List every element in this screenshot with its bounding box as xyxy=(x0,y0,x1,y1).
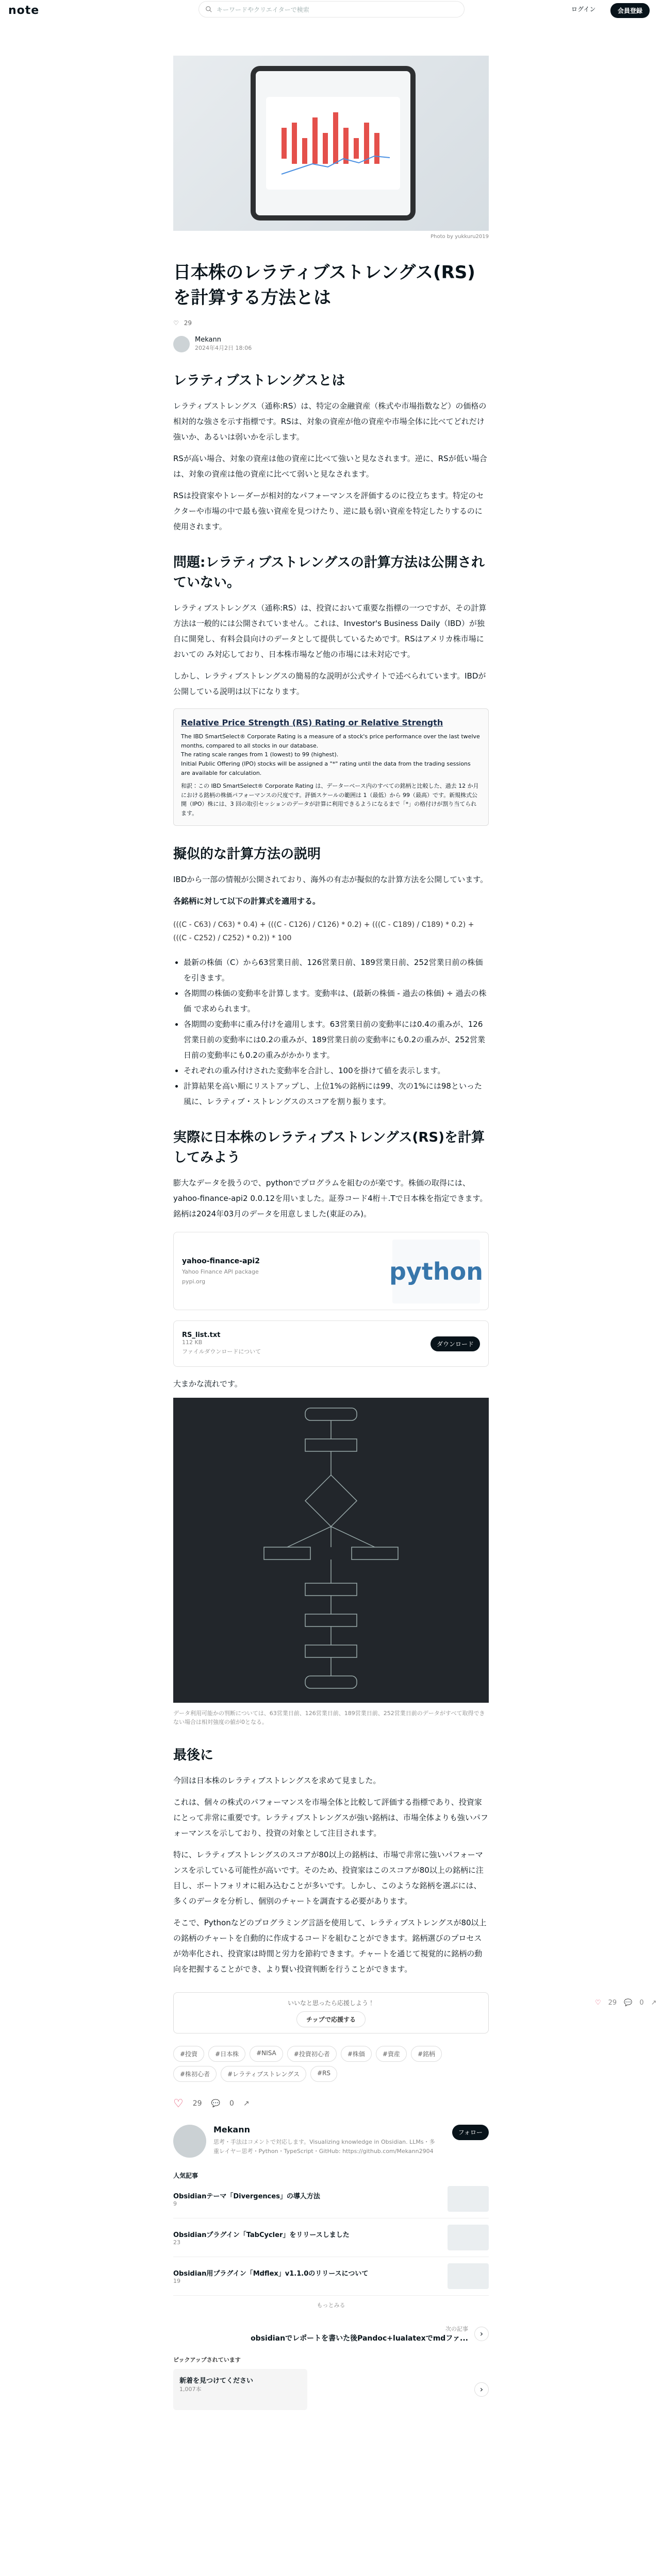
list-item[interactable] xyxy=(173,2257,489,2296)
tag[interactable]: #NISA xyxy=(250,2046,283,2062)
avatar[interactable] xyxy=(173,336,190,352)
support-box xyxy=(173,1992,489,2033)
paragraph: 特に、レラティブストレングスのスコアが80以上の銘柄は、市場で非常に強いパフォーマンスを示している可能性が高いです。そのため、投資家はこのスコアが80以上の銘柄に注目し、ポートフォリオに組み込むことが多いです。しかし、このような銘柄を選ぶには、多くのデータを分析し、個別のチャートを調査する必要があります。 xyxy=(173,1850,484,1906)
calc-steps xyxy=(184,955,489,1109)
like-count: 29 xyxy=(184,319,192,327)
popular-item-likes: 9 xyxy=(173,2200,177,2207)
hero-credit: Photo by yukkuru2019 xyxy=(431,234,489,240)
paragraph: レラティブストレングス（通称:RS）は、投資において重要な指標の一つですが、その計算方法は一般的には公開されていません。これは、Investor's Business Daily（IBD）が独自に開発し、有料会員向けのデータとして提供しているためです。RSはアメリカ株市場においての み対応しており、日本株市場など他の市場には未対応です。 xyxy=(173,603,487,659)
author-profile xyxy=(173,2125,489,2158)
pickup-card-title: 新着を見つけてください xyxy=(179,2377,254,2385)
paragraph: 今回は日本株のレラティブストレングスを求めて見ました。 xyxy=(173,1775,381,1785)
avatar[interactable] xyxy=(173,2125,206,2158)
profile-name[interactable]: Mekann xyxy=(213,2124,250,2134)
thumbnail xyxy=(448,2186,489,2212)
article-title: 日本株のレラティブストレングス(RS)を計算する方法とは xyxy=(173,262,475,309)
next-article-link[interactable] xyxy=(173,2325,489,2343)
signup-button[interactable]: 会員登録 xyxy=(610,3,650,18)
next-label: 次の記事 xyxy=(445,2325,468,2332)
list-item[interactable] xyxy=(173,2180,489,2218)
like-count: 29 xyxy=(608,1999,617,2007)
paragraph: 大まかな流れです。 xyxy=(173,1379,242,1388)
flowchart-caption: データ利用可能かの判断については、63営業日前、126営業日前、189営業日前、252営業日前のデータがすべて取得できない場合は相対強度の値が0となる。 xyxy=(173,1709,485,1726)
file-help-link[interactable]: ファイルダウンロードについて xyxy=(182,1348,261,1355)
tag[interactable]: #株初心者 xyxy=(173,2066,217,2082)
popular-item-title: Obsidianテーマ「Divergences」の導入方法 xyxy=(173,2192,320,2200)
paragraph: これは、個々の株式のパフォーマンスを市場全体と比較して評価する指標であり、投資家にとって非常に重要です。レラティブストレングスが強い銘柄は、市場全体よりも強いパフォーマンスを示しており、投資の対象として注目されます。 xyxy=(173,1797,488,1838)
article-column xyxy=(173,56,489,2410)
paragraph: しかし、レラティブストレングスの簡易的な説明が公式サイトで述べられています。IBDが公開している説明は以下になります。 xyxy=(173,671,486,696)
popular-title: 人気記事 xyxy=(173,2172,198,2179)
comment-icon[interactable]: 💬 xyxy=(624,1999,633,2007)
pickup-card[interactable] xyxy=(173,2369,307,2410)
tag[interactable]: #投資 xyxy=(173,2046,204,2062)
follow-button[interactable]: フォロー xyxy=(452,2125,489,2140)
section-title-3: 擬似的な計算方法の説明 xyxy=(173,846,321,862)
popular-item-title: Obsidian用プラグイン「Mdflex」v1.1.0のリリースについて xyxy=(173,2269,369,2278)
article-actions xyxy=(173,2097,489,2110)
comment-icon[interactable]: 💬 xyxy=(211,2099,220,2108)
phone-illustration xyxy=(251,66,416,221)
card-desc: Yahoo Finance API package xyxy=(182,1268,259,1275)
tag[interactable]: #株価 xyxy=(341,2046,372,2062)
tag[interactable]: #投資初心者 xyxy=(287,2046,337,2062)
pickup-section xyxy=(173,2355,489,2410)
popular-item-likes: 19 xyxy=(173,2277,180,2284)
thumbnail xyxy=(448,2263,489,2289)
tag[interactable]: #レラティブストレングス xyxy=(221,2066,306,2082)
rs-box-line: Initial Public Offering (IPO) stocks will be assigned a "*" rating until the data from the trading sessions are available for calculation. xyxy=(181,760,471,776)
pickup-card-sub: 1,007本 xyxy=(179,2385,202,2393)
rs-formula: (((C - C63) / C63) * 0.4) + (((C - C126) / C126) * 0.2) + (((C - C189) / C189) * 0.2) + (((C - C252) / C252) * 0.2)) * 100 xyxy=(173,920,474,943)
list-item: • 各期間の株価の変動率を計算します。変動率は、(最新の株価 - 過去の株価) ÷ 過去の株価 で求められます。 xyxy=(184,986,489,1016)
comment-count: 0 xyxy=(639,1999,644,2007)
rs-box-translation: 和訳：この IBD SmartSelect® Corporate Rating は、データーベース内のすべての銘柄と比較した、過去 12 か月における銘柄の株価パフォーマンスの尺度です。評価スケールの範囲は 1（最低）から 99（最高）です。新規株式公開（IPO）株には、3 回の取引セッションのデータが計算に利用できるようになるまで「*」の格付けが割り当てられます。 xyxy=(181,783,479,817)
tag[interactable]: #日本株 xyxy=(208,2046,245,2062)
formula-heading: 各銘柄に対して以下の計算式を適用する。 xyxy=(173,896,321,906)
list-item: • 最新の株価（C）から63営業日前、126営業日前、189営業日前、252営業日前の株価を引きます。 xyxy=(184,955,489,986)
paragraph: IBDから一部の情報が公開されており、海外の有志が擬似的な計算方法を公開しています。 xyxy=(173,874,488,884)
tip-button[interactable]: チップで応援する xyxy=(296,2011,366,2027)
heart-icon[interactable]: ♡ xyxy=(173,319,179,327)
python-logo: python xyxy=(392,1240,480,1303)
paragraph: RSが高い場合、対象の資産は他の資産に比べて強いと見なされます。逆に、RSが低い場合は、対象の資産は他の資産に比べて弱いと見なされます。 xyxy=(173,453,487,479)
rs-box-line: The rating scale ranges from 1 (lowest) to 99 (highest). xyxy=(181,751,339,758)
heart-icon[interactable]: ♡ xyxy=(595,1999,601,2007)
note-logo[interactable]: note xyxy=(8,4,40,17)
heart-icon[interactable]: ♡ xyxy=(173,2097,184,2110)
section-title-5: 最後に xyxy=(173,1747,214,1763)
section-title-4: 実際に日本株のレラティブストレングス(RS)を計算してみよう xyxy=(173,1129,485,1165)
chevron-right-icon[interactable]: › xyxy=(474,2382,489,2397)
publish-date: 2024年4月2日 18:06 xyxy=(195,345,252,352)
paragraph: そこで、Pythonなどのプログラミング言語を使用して、レラティブストレングスが80以上の銘柄のチャートを自動的に作成するコードを組むことができます。銘柄選びのプロセスが効率化され、投資家は時間と労力を節約できます。チャートを通じて視覚的に銘柄の動向を把握することができ、より賢い投資判断を行うことができます。 xyxy=(173,1918,487,1974)
search-input[interactable] xyxy=(198,1,465,18)
popular-articles xyxy=(173,2171,489,2309)
like-row xyxy=(173,319,489,327)
list-item: • 計算結果を高い順にリストアップし、上位1%の銘柄には99、次の1%には98といった風に、レラティブ・ストレングスのスコアを割り振ります。 xyxy=(184,1078,489,1109)
rs-box-line: The IBD SmartSelect® Corporate Rating is a measure of a stock's price performance over the last twelve months, compared to all stocks in our database. xyxy=(181,733,480,749)
support-question: いいなと思ったら応援しよう！ xyxy=(287,1999,374,2007)
pickup-title: ピックアップされています xyxy=(173,2356,241,2363)
tag[interactable]: #銘柄 xyxy=(411,2046,442,2062)
tag[interactable]: #RS xyxy=(310,2066,337,2082)
download-button[interactable]: ダウンロード xyxy=(431,1336,480,1351)
list-item: • それぞれの重み付けされた変動率を合計し、100を掛けて値を表示します。 xyxy=(184,1063,489,1078)
section-title-1: レラティブストレングスとは xyxy=(173,372,345,388)
file-name: RS_list.txt xyxy=(182,1331,221,1340)
file-size: 112 KB xyxy=(182,1339,203,1346)
share-icon[interactable]: ↗ xyxy=(243,2099,250,2108)
profile-bio: 思考・手法はコメントで対応します。Visualizing knowledge in Obsidian. LLMs・多重レイヤー思考・Python・TypeScript・GitHub: https://github.com/Mekann2904 xyxy=(213,2138,435,2155)
top-header xyxy=(0,0,662,21)
more-link[interactable]: もっとみる xyxy=(317,2301,345,2309)
chevron-right-icon: › xyxy=(474,2327,489,2341)
like-count: 29 xyxy=(192,2099,202,2108)
list-item[interactable] xyxy=(173,2218,489,2257)
author-name[interactable]: Mekann xyxy=(195,336,221,344)
comment-count: 0 xyxy=(229,2099,234,2108)
search-placeholder: キーワードやクリエイターで検索 xyxy=(217,6,309,13)
rs-box-title: Relative Price Strength (RS) Rating or Relative Strength xyxy=(181,717,443,727)
section-title-2: 問題:レラティブストレングスの計算方法は公開されていない。 xyxy=(173,554,485,590)
flowchart-image xyxy=(173,1398,489,1703)
paragraph: 膨大なデータを扱うので、pythonでプログラムを組むのが楽です。株価の取得には、yahoo-finance-api2 0.0.12を用いました。証券コード4桁＋.Tで日本株を指定できます。銘柄は2024年03月のデータを用意しました(東証のみ)。 xyxy=(173,1178,488,1218)
card-title: yahoo-finance-api2 xyxy=(182,1257,260,1265)
thumbnail xyxy=(448,2225,489,2250)
pypi-link-card[interactable] xyxy=(173,1232,489,1310)
file-attachment xyxy=(173,1320,489,1367)
login-button[interactable]: ログイン xyxy=(571,6,596,13)
card-host: pypi.org xyxy=(182,1278,206,1285)
search-icon xyxy=(205,6,212,13)
rs-definition-box xyxy=(173,708,489,826)
share-icon[interactable]: ↗ xyxy=(651,1999,657,2007)
tag-list xyxy=(173,2046,489,2082)
tag[interactable]: #資産 xyxy=(376,2046,407,2062)
next-title: obsidianでレポートを書いた後Pandoc+lualatexでmdファ... xyxy=(251,2334,468,2343)
popular-item-likes: 23 xyxy=(173,2239,180,2246)
author-row xyxy=(173,336,489,352)
list-item: • 各期間の変動率に重み付けを適用します。63営業日前の変動率には0.4の重みが、126営業日前の変動率には0.2の重みが、189営業日前の変動率にも0.2の重みが、252営業日前の変動率にも0.2の重みがかかります。 xyxy=(184,1016,489,1063)
popular-item-title: Obsidianプラグイン「TabCycler」をリリースしました xyxy=(173,2231,350,2239)
floating-actions xyxy=(595,1999,657,2007)
hero-image xyxy=(173,56,489,231)
paragraph: RSは投資家やトレーダーが相対的なパフォーマンスを評価するのに役立ちます。特定のセクターや市場の中で最も強い資産を見つけたり、逆に最も弱い資産を特定したりするのに使用されます。 xyxy=(173,490,484,531)
paragraph: レラティブストレングス（通称:RS）は、特定の金融資産（株式や市場指数など）の価格の相対的な強さを示す指標です。RSは、対象の資産が他の資産や市場全体に比べてどれだけ強いか、あるいは弱いかを示します。 xyxy=(173,401,487,442)
